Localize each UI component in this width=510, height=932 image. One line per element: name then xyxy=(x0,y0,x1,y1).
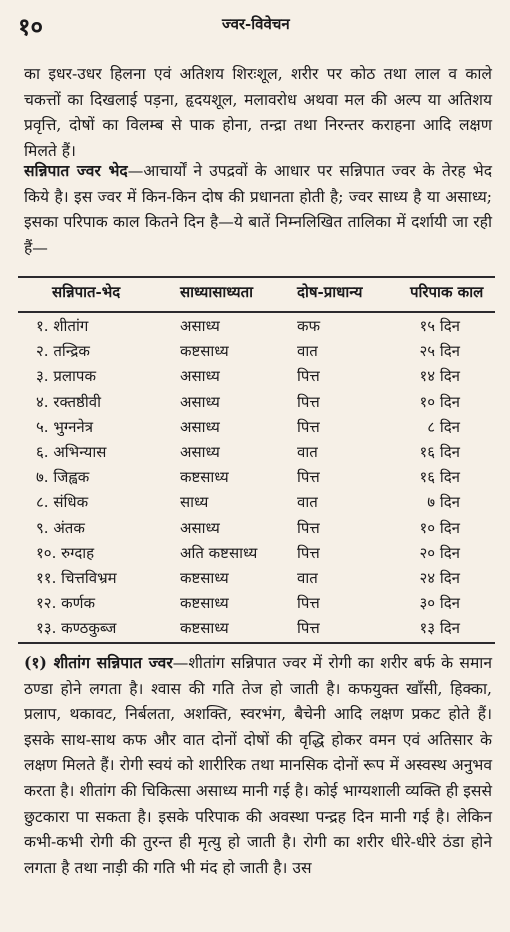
row-curability: कष्टसाध्य xyxy=(180,619,229,638)
row-duration: ८ दिन xyxy=(427,417,460,436)
row-type: १३. कण्ठकुब्ज xyxy=(36,619,117,638)
row-duration: १६ दिन xyxy=(419,443,460,461)
row-curability: असाध्य xyxy=(180,317,220,335)
row-curability: असाध्य xyxy=(180,443,220,461)
row-type: ३. प्रलापक xyxy=(36,367,96,386)
row-dosha: वात xyxy=(297,443,318,461)
row-duration: २० दिन xyxy=(419,543,460,562)
paragraph-text: —शीतांग सन्निपात ज्वर में रोगी का शरीर बर्फ के समान ठण्डा होने लगता है। श्वास की गति तेज हो जाती है। कफयुक्त खाँसी, हिक्का, प्रलाप, थकावट, निर्बलता, अशक्ति, स्वरभंग, बैचेनी आदि लक्षण प्रकट होते हैं। इसके साथ-साथ कफ और वात दोनों दोषों की वृद्धि होकर वमन एवं अतिसार के लक्षण मिलते हैं। रोगी स्वयं को शारीरिक तथा मानसिक दोनों रूप में अस्वस्थ अनुभव करता है। शीतांग की चिकित्सा असाध्य मानी गई है। कोई भाग्यशाली व्यक्ति ही इससे छुटकारा पा सकता है। इसके परिपाक की अवस्था पन्द्रह दिन मानी गई है। लेकिन कभी-कभी रोगी की तुरन्त ही मृत्यु हो जाती है। रोगी का शरीर धीरे-धीरे ठंडा होने लगता है तथा नाड़ी की गति भी मंद हो जाती है। उस xyxy=(24,654,492,877)
row-curability: अति कष्टसाध्य xyxy=(180,543,258,562)
row-duration: २४ दिन xyxy=(419,569,460,587)
section-heading: (१) शीतांग सन्निपात ज्वर xyxy=(24,653,173,672)
section-heading: सन्निपात ज्वर भेद xyxy=(24,161,128,180)
row-duration: १६ दिन xyxy=(419,468,460,487)
row-dosha: पित्त xyxy=(297,594,320,613)
row-type: ४. रक्तष्ठीवी xyxy=(36,392,102,411)
paragraph-types-intro xyxy=(24,158,492,261)
row-type: १. शीतांग xyxy=(36,317,89,335)
row-type: ६. अभिन्यास xyxy=(36,443,107,461)
row-curability: असाध्य xyxy=(180,392,220,411)
column-header-dosha: दोष-प्राधान्य xyxy=(297,283,363,301)
row-dosha: पित्त xyxy=(297,543,320,562)
row-curability: असाध्य xyxy=(180,367,220,386)
row-dosha: पित्त xyxy=(297,468,320,487)
row-duration: १० दिन xyxy=(419,392,460,411)
row-type: ९. अंतक xyxy=(36,518,85,537)
row-type: ११. चित्तविभ्रम xyxy=(36,569,117,587)
row-dosha: पित्त xyxy=(297,518,320,537)
row-duration: १३ दिन xyxy=(419,619,460,638)
row-duration: १५ दिन xyxy=(419,317,460,335)
row-duration: २५ दिन xyxy=(419,342,460,361)
table-header-rule xyxy=(18,311,495,313)
row-dosha: वात xyxy=(297,493,318,512)
row-type: ५. भुग्ननेत्र xyxy=(36,417,94,436)
row-curability: कष्टसाध्य xyxy=(180,594,229,613)
paragraph-symptoms: का इधर-उधर हिलना एवं अतिशय शिरःशूल, शरीर पर कोठ तथा लाल व काले चकत्तों का दिखलाई पड़ना, हृदयशूल, मलावरोध अथवा मल की अल्प या अतिशय प्रवृत्ति, दोषों का विलम्ब से पाक होना, तन्द्रा तथा निरन्तर कराहना आदि लक्षण मिलते हैं। xyxy=(24,65,492,160)
row-dosha: वात xyxy=(297,569,318,587)
column-header-type: सन्निपात-भेद xyxy=(52,283,121,301)
row-curability: कष्टसाध्य xyxy=(180,569,229,587)
table-top-rule xyxy=(18,276,495,278)
table-header-row xyxy=(0,282,510,310)
row-dosha: कफ xyxy=(297,317,321,335)
row-dosha: पित्त xyxy=(297,367,320,386)
row-type: ८. संधिक xyxy=(36,493,89,512)
page-header xyxy=(0,0,510,50)
row-curability: असाध्य xyxy=(180,518,220,537)
paragraph-sheetang xyxy=(24,650,492,881)
table-bottom-rule xyxy=(18,642,495,644)
row-curability: असाध्य xyxy=(180,417,220,436)
row-duration: १० दिन xyxy=(419,518,460,537)
row-dosha: वात xyxy=(297,342,318,361)
row-curability: साध्य xyxy=(180,493,209,512)
row-type: २. तन्द्रिक xyxy=(36,342,90,361)
page-number: १० xyxy=(18,12,43,41)
paragraph-text: —आचार्यों ने उपद्रवों के आधार पर सन्निपात ज्वर के तेरह भेद किये है। इस ज्वर में किन-किन दोष की प्रधानता होती है; ज्वर साध्य है या असाध्य; इसका परिपाक काल कितने दिन है—ये बातें निम्नलिखित तालिका में दर्शायी जा रही हैं— xyxy=(24,162,492,257)
row-type: १२. कर्णक xyxy=(36,594,96,613)
column-header-curability: साध्यासाध्यता xyxy=(180,283,254,301)
column-header-duration: परिपाक काल xyxy=(410,283,484,301)
row-duration: ३० दिन xyxy=(419,594,460,613)
row-curability: कष्टसाध्य xyxy=(180,468,229,487)
row-duration: ७ दिन xyxy=(427,493,460,512)
row-curability: कष्टसाध्य xyxy=(180,342,229,361)
row-type: १०. रुग्दाह xyxy=(36,543,95,562)
row-duration: १४ दिन xyxy=(419,367,460,386)
running-head: ज्वर-विवेचन xyxy=(222,15,290,33)
row-dosha: पित्त xyxy=(297,392,320,411)
row-dosha: पित्त xyxy=(297,619,320,638)
row-type: ७. जिह्वक xyxy=(36,468,90,487)
row-dosha: पित्त xyxy=(297,417,320,436)
